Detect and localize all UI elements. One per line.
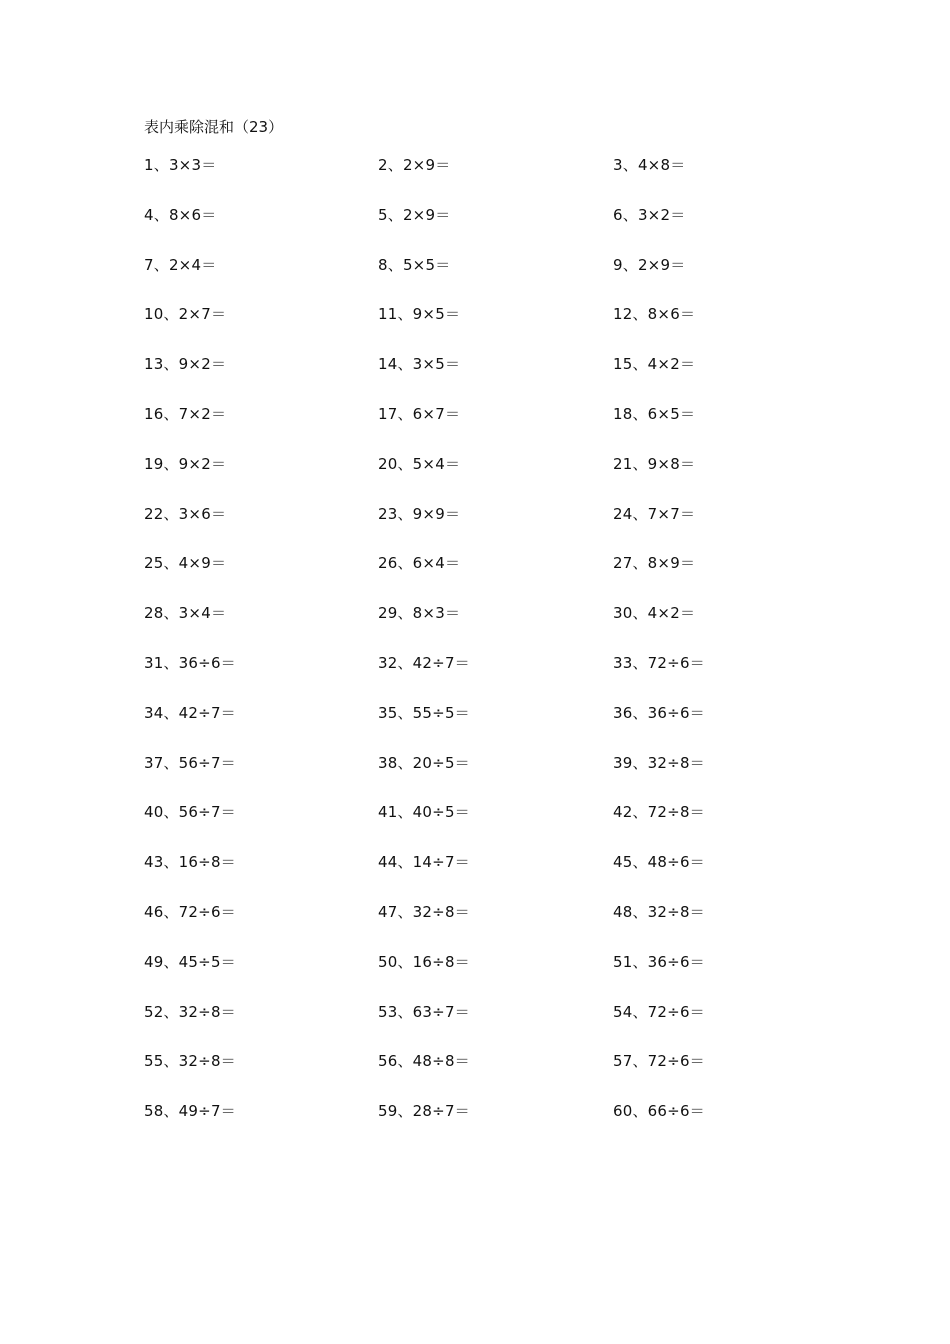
problem-item: 4、8×6＝ bbox=[144, 205, 217, 224]
problem-item: 16、7×2＝ bbox=[144, 404, 227, 423]
problem-item: 18、6×5＝ bbox=[613, 404, 696, 423]
problem-item: 48、32÷8＝ bbox=[613, 902, 705, 921]
problem-item: 28、3×4＝ bbox=[144, 604, 227, 623]
problem-item: 47、32÷8＝ bbox=[378, 902, 470, 921]
problem-item: 53、63÷7＝ bbox=[378, 1002, 470, 1021]
problem-item: 22、3×6＝ bbox=[144, 504, 227, 523]
problem-item: 42、72÷8＝ bbox=[613, 803, 705, 822]
problem-item: 44、14÷7＝ bbox=[378, 853, 470, 872]
problem-item: 3、4×8＝ bbox=[613, 156, 686, 174]
problem-item: 1、3×3＝ bbox=[144, 156, 217, 174]
problem-item: 36、36÷6＝ bbox=[613, 703, 705, 722]
problem-item: 59、28÷7＝ bbox=[378, 1102, 470, 1121]
problem-item: 49、45÷5＝ bbox=[144, 952, 236, 971]
problem-item: 19、9×2＝ bbox=[144, 454, 227, 473]
problem-item: 11、9×5＝ bbox=[378, 305, 461, 324]
problem-item: 12、8×6＝ bbox=[613, 305, 696, 324]
problem-item: 56、48÷8＝ bbox=[378, 1052, 470, 1071]
worksheet-title: 表内乘除混和（23） bbox=[144, 118, 284, 136]
problem-item: 51、36÷6＝ bbox=[613, 952, 705, 971]
problem-item: 24、7×7＝ bbox=[613, 504, 696, 523]
problem-item: 33、72÷6＝ bbox=[613, 653, 705, 672]
problem-item: 58、49÷7＝ bbox=[144, 1102, 236, 1121]
problem-item: 40、56÷7＝ bbox=[144, 803, 236, 822]
problem-item: 54、72÷6＝ bbox=[613, 1002, 705, 1021]
problem-item: 55、32÷8＝ bbox=[144, 1052, 236, 1071]
problem-item: 50、16÷8＝ bbox=[378, 952, 470, 971]
problem-item: 46、72÷6＝ bbox=[144, 902, 236, 921]
problem-item: 10、2×7＝ bbox=[144, 305, 227, 324]
problem-item: 38、20÷5＝ bbox=[378, 753, 470, 772]
problem-item: 34、42÷7＝ bbox=[144, 703, 236, 722]
problem-item: 35、55÷5＝ bbox=[378, 703, 470, 722]
problem-item: 23、9×9＝ bbox=[378, 504, 461, 523]
problem-item: 6、3×2＝ bbox=[613, 205, 686, 224]
problem-item: 39、32÷8＝ bbox=[613, 753, 705, 772]
problem-item: 8、5×5＝ bbox=[378, 255, 451, 274]
problem-item: 7、2×4＝ bbox=[144, 255, 217, 274]
problem-item: 9、2×9＝ bbox=[613, 255, 686, 274]
problem-item: 15、4×2＝ bbox=[613, 355, 696, 374]
problem-item: 21、9×8＝ bbox=[613, 454, 696, 473]
problem-item: 14、3×5＝ bbox=[378, 355, 461, 374]
problem-item: 52、32÷8＝ bbox=[144, 1002, 236, 1021]
problem-item: 57、72÷6＝ bbox=[613, 1052, 705, 1071]
problem-item: 45、48÷6＝ bbox=[613, 853, 705, 872]
problem-item: 20、5×4＝ bbox=[378, 454, 461, 473]
problem-item: 27、8×9＝ bbox=[613, 554, 696, 573]
problem-item: 5、2×9＝ bbox=[378, 205, 451, 224]
problem-item: 30、4×2＝ bbox=[613, 604, 696, 623]
problem-item: 29、8×3＝ bbox=[378, 604, 461, 623]
problem-item: 25、4×9＝ bbox=[144, 554, 227, 573]
problem-item: 2、2×9＝ bbox=[378, 156, 451, 174]
problem-item: 37、56÷7＝ bbox=[144, 753, 236, 772]
problem-grid bbox=[144, 155, 864, 1151]
problem-item: 26、6×4＝ bbox=[378, 554, 461, 573]
problem-item: 31、36÷6＝ bbox=[144, 653, 236, 672]
problem-item: 43、16÷8＝ bbox=[144, 853, 236, 872]
problem-item: 32、42÷7＝ bbox=[378, 653, 470, 672]
problem-item: 17、6×7＝ bbox=[378, 404, 461, 423]
problem-item: 41、40÷5＝ bbox=[378, 803, 470, 822]
problem-item: 13、9×2＝ bbox=[144, 355, 227, 374]
problem-item: 60、66÷6＝ bbox=[613, 1102, 705, 1121]
